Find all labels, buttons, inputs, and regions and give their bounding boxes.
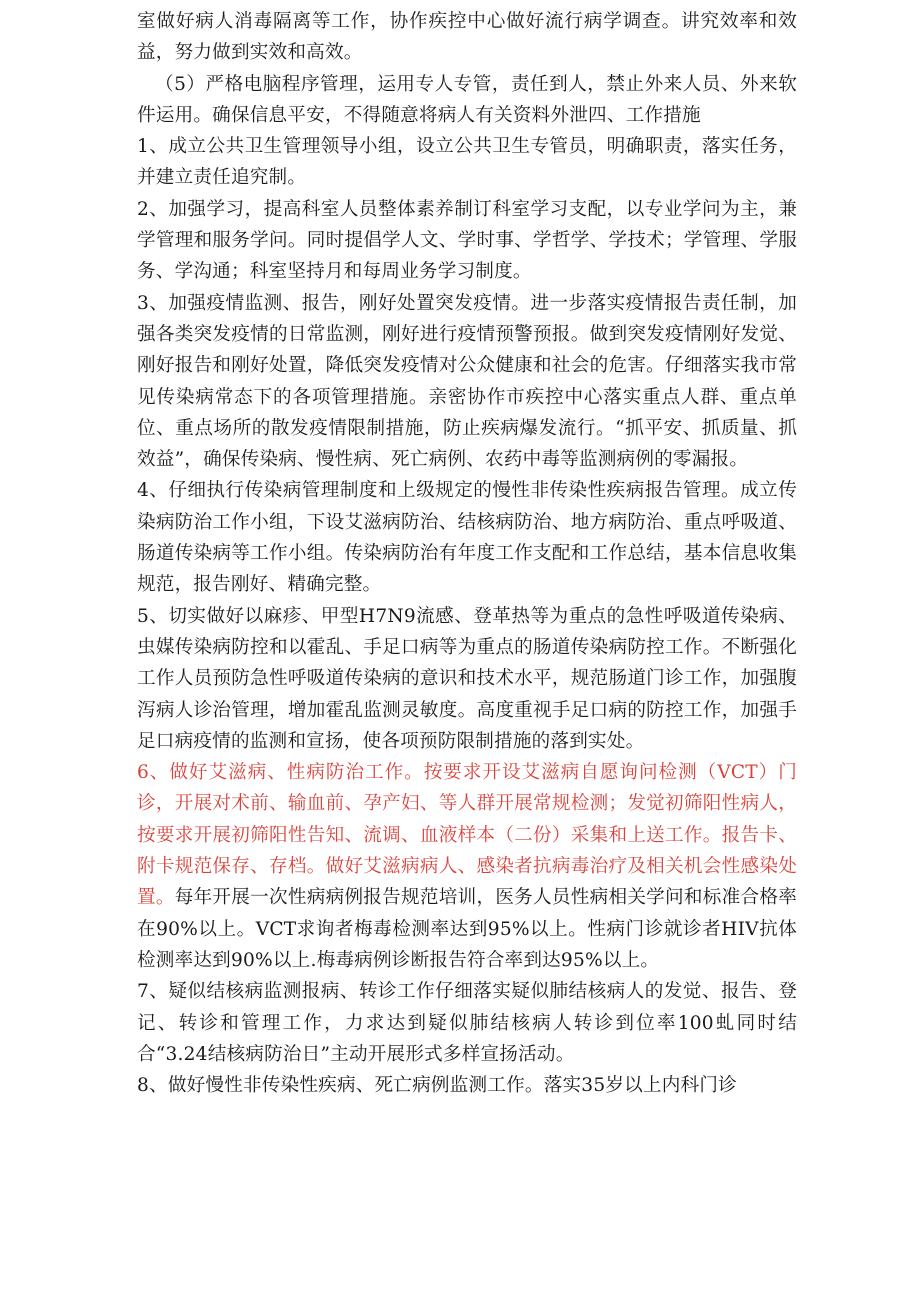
highlighted-text: 6、做好艾滋病、性病防治工作。按要求开设艾滋病自愿询问检测（VCT）门诊，开展对术前、输血前、孕产妇、等人群开展常规检测；发觉初筛阳性病人，按要求开展初筛阳性告知、流调、血液样本（二份）采集和上送工作。报告卡、附卡规范保存、存档。做好艾滋病病人、感染者抗病毒治疗及相关机会性感染处置。 xyxy=(137,762,797,909)
paragraph-intro-continuation: 室做好病人消毒隔离等工作，协作疾控中心做好流行病学调查。讲究效率和效益，努力做到实效和高效。 xyxy=(137,11,797,64)
document-page xyxy=(137,6,797,1101)
paragraph-text: 每年开展一次性病病例报告规范培训，医务人员性病相关学问和标准合格率在90%以上。VCT求询者梅毒检测率达到95%以上。性病门诊就诊者HIV抗体检测率达到90%以上.梅毒病例诊断报告符合率到达95%以上。 xyxy=(137,887,797,971)
paragraph-measure-5: 5、切实做好以麻疹、甲型H7N9流感、登革热等为重点的急性呼吸道传染病、虫媒传染病防控和以霍乱、手足口病等为重点的肠道传染病防控工作。不断强化工作人员预防急性呼吸道传染病的意识和技术水平，规范肠道门诊工作，加强腹泻病人诊治管理，增加霍乱监测灵敏度。高度重视手足口病的防控工作，加强手足口病疫情的监测和宣扬，使各项预防限制措施的落到实处。 xyxy=(137,605,797,752)
paragraph-measure-1: 1、成立公共卫生管理领导小组，设立公共卫生专管员，明确职责，落实任务，并建立责任追究制。 xyxy=(137,136,797,189)
paragraph-measure-2: 2、加强学习，提高科室人员整体素养制订科室学习支配，以专业学问为主，兼学管理和服务学问。同时提倡学人文、学时事、学哲学、学技术；学管理、学服务、学沟通；科室坚持月和每周业务学习制度。 xyxy=(137,198,797,283)
paragraph-measure-4: 4、仔细执行传染病管理制度和上级规定的慢性非传染性疾病报告管理。成立传染病防治工作小组，下设艾滋病防治、结核病防治、地方病防治、重点呼吸道、肠道传染病等工作小组。传染病防治有年度工作支配和工作总结，基本信息收集规范，报告刚好、精确完整。 xyxy=(137,480,797,596)
paragraph-measure-3: 3、加强疫情监测、报告，刚好处置突发疫情。进一步落实疫情报告责任制，加强各类突发疫情的日常监测，刚好进行疫情预警预报。做到突发疫情刚好发觉、刚好报告和刚好处置，降低突发疫情对公众健康和社会的危害。仔细落实我市常见传染病常态下的各项管理措施。亲密协作市疾控中心落实重点人群、重点单位、重点场所的散发疫情限制措施，防止疾病爆发流行。“抓平安、抓质量、抓效益”，确保传染病、慢性病、死亡病例、农药中毒等监测病例的零漏报。 xyxy=(137,292,797,471)
paragraph-measure-6 xyxy=(137,757,797,976)
paragraph-item-5-computer-management: （5）严格电脑程序管理，运用专人专管，责任到人，禁止外来人员、外来软件运用。确保信息平安，不得随意将病人有关资料外泄四、工作措施 xyxy=(137,73,797,126)
paragraph-measure-8: 8、做好慢性非传染性疾病、死亡病例监测工作。落实35岁以上内科门诊 xyxy=(137,1075,737,1097)
paragraph-measure-7: 7、疑似结核病监测报病、转诊工作仔细落实疑似肺结核病人的发觉、报告、登记、转诊和管理工作，力求达到疑似肺结核病人转诊到位率100虬同时结合“3.24结核病防治日”主动开展形式多样宣扬活动。 xyxy=(137,981,797,1065)
